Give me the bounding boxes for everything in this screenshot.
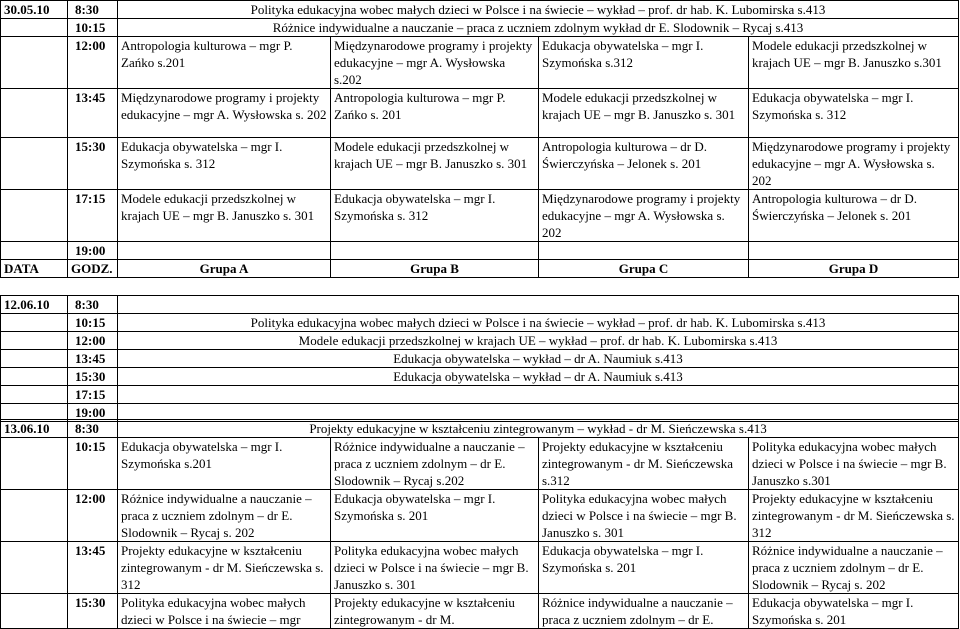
group-a-cell: Antropologia kulturowa – mgr P. Zańko s.201 (118, 37, 331, 89)
schedule-table-1 (0, 0, 959, 260)
table-row (1, 138, 959, 190)
lecture-cell: Modele edukacji przedszkolnej w krajach UE – wykład – prof. dr hab. K. Lubomirska s.413 (118, 332, 959, 350)
column-header-date: DATA (1, 260, 68, 278)
table-row (1, 1, 959, 19)
group-b-cell: Polityka edukacyjna wobec małych dzieci w Polsce i na świecie – mgr B. Januszko s. 301 (331, 542, 539, 594)
time-cell: 8:30 (68, 420, 118, 438)
group-a-cell: Edukacja obywatelska – mgr I. Szymońska s.201 (118, 438, 331, 490)
group-a-cell: Edukacja obywatelska – mgr I. Szymońska s. 312 (118, 138, 331, 190)
table-row (1, 594, 959, 629)
group-b-cell: Modele edukacji przedszkolnej w krajach UE – mgr B. Januszko s. 301 (331, 138, 539, 190)
group-c-cell: Edukacja obywatelska – mgr I. Szymońska s. 201 (539, 542, 749, 594)
date-cell: 13.06.10 (1, 420, 68, 438)
date-cell: 12.06.10 (1, 296, 68, 314)
group-c-cell (539, 242, 749, 260)
group-c-cell: Polityka edukacyjna wobec małych dzieci w Polsce i na świecie – mgr B. Januszko s. 301 (539, 490, 749, 542)
group-c-cell: Modele edukacji przedszkolnej w krajach UE – mgr B. Januszko s. 301 (539, 89, 749, 138)
time-cell: 13:45 (68, 542, 118, 594)
group-b-cell: Antropologia kulturowa – mgr P. Zańko s. 201 (331, 89, 539, 138)
table-header-row (1, 260, 959, 278)
table-row (1, 190, 959, 242)
time-cell: 8:30 (68, 296, 118, 314)
lecture-cell: Polityka edukacyjna wobec małych dzieci w Polsce i na świecie – wykład – prof. dr hab. K. Lubomirska s.413 (118, 314, 959, 332)
group-a-cell: Modele edukacji przedszkolnej w krajach UE – mgr B. Januszko s. 301 (118, 190, 331, 242)
lecture-cell: Różnice indywidualne a nauczanie – praca z uczniem zdolnym wykład dr E. Slodownik – Rycaj s.413 (118, 19, 959, 37)
group-b-cell: Różnice indywidualne a nauczanie – praca z uczniem zdolnym – dr E. Slodownik – Rycaj s.202 (331, 438, 539, 490)
column-header-group-c: Grupa C (539, 260, 749, 278)
group-d-cell: Międzynarodowe programy i projekty edukacyjne – mgr A. Wysłowska s. 202 (749, 138, 959, 190)
table-row (1, 542, 959, 594)
table-row (1, 242, 959, 260)
group-d-cell: Antropologia kulturowa – dr D. Świerczyńska – Jelonek s. 201 (749, 190, 959, 242)
group-d-cell: Projekty edukacyjne w kształceniu zintegrowanym - dr M. Sieńczewska s. 312 (749, 490, 959, 542)
group-c-cell: Edukacja obywatelska – mgr I. Szymońska s.312 (539, 37, 749, 89)
time-cell: 17:15 (68, 190, 118, 242)
time-cell: 12:00 (68, 37, 118, 89)
time-cell: 8:30 (68, 1, 118, 19)
table-row (1, 490, 959, 542)
table-row (1, 438, 959, 490)
time-cell: 12:00 (68, 332, 118, 350)
group-header-block (0, 259, 959, 278)
group-c-cell: Różnice indywidualne a nauczanie – praca z uczniem zdolnym – dr E. (539, 594, 749, 629)
time-cell: 10:15 (68, 19, 118, 37)
column-header-group-a: Grupa A (118, 260, 331, 278)
column-header-group-b: Grupa B (331, 260, 539, 278)
group-d-cell: Edukacja obywatelska – mgr I. Szymońska s. 201 (749, 594, 959, 629)
lecture-cell: Polityka edukacyjna wobec małych dzieci w Polsce i na świecie – wykład – prof. dr hab. K. Lubomirska s.413 (118, 1, 959, 19)
lecture-cell: Projekty edukacyjne w kształceniu zintegrowanym – wykład - dr M. Sieńczewska s.413 (118, 420, 959, 438)
schedule-block-1 (0, 0, 959, 260)
group-b-cell: Projekty edukacyjne w kształceniu zintegrowanym - dr M. (331, 594, 539, 629)
group-a-cell: Projekty edukacyjne w kształceniu zintegrowanym - dr M. Sieńczewska s. 312 (118, 542, 331, 594)
date-cell: 30.05.10 (1, 1, 68, 19)
group-d-cell: Modele edukacji przedszkolnej w krajach UE – mgr B. Januszko s.301 (749, 37, 959, 89)
schedule-block-3 (0, 419, 959, 629)
table-row (1, 368, 959, 386)
table-row (1, 89, 959, 138)
group-c-cell: Antropologia kulturowa – dr D. Świerczyńska – Jelonek s. 201 (539, 138, 749, 190)
group-d-cell: Różnice indywidualne a nauczanie – praca z uczniem zdolnym – dr E. Slodownik – Rycaj s. 202 (749, 542, 959, 594)
group-d-cell (749, 242, 959, 260)
table-row (1, 19, 959, 37)
table-row (1, 420, 959, 438)
lecture-cell: Edukacja obywatelska – wykład – dr A. Naumiuk s.413 (118, 350, 959, 368)
lecture-cell (118, 386, 959, 404)
time-cell: 13:45 (68, 350, 118, 368)
time-cell: 19:00 (68, 404, 118, 422)
schedule-block-2 (0, 295, 959, 422)
group-b-cell: Edukacja obywatelska – mgr I. Szymońska s. 201 (331, 490, 539, 542)
time-cell: 13:45 (68, 89, 118, 138)
lecture-cell (118, 296, 959, 314)
group-b-cell: Edukacja obywatelska – mgr I. Szymońska s. 312 (331, 190, 539, 242)
time-cell: 10:15 (68, 438, 118, 490)
table-row (1, 350, 959, 368)
time-cell: 15:30 (68, 368, 118, 386)
schedule-table-3 (0, 419, 959, 629)
group-d-cell: Edukacja obywatelska – mgr I. Szymońska s. 312 (749, 89, 959, 138)
lecture-cell: Edukacja obywatelska – wykład – dr A. Naumiuk s.413 (118, 368, 959, 386)
group-a-cell: Polityka edukacyjna wobec małych dzieci w Polsce i na świecie – mgr (118, 594, 331, 629)
time-cell: 17:15 (68, 386, 118, 404)
column-header-group-d: Grupa D (749, 260, 959, 278)
column-header-time: GODZ. (68, 260, 118, 278)
group-a-cell (118, 242, 331, 260)
table-row (1, 296, 959, 314)
group-header-table (0, 259, 959, 278)
schedule-table-2 (0, 295, 959, 422)
time-cell: 12:00 (68, 490, 118, 542)
group-c-cell: Projekty edukacyjne w kształceniu zintegrowanym - dr M. Sieńczewska s.312 (539, 438, 749, 490)
time-cell: 15:30 (68, 138, 118, 190)
time-cell: 10:15 (68, 314, 118, 332)
table-row (1, 314, 959, 332)
group-b-cell (331, 242, 539, 260)
time-cell: 15:30 (68, 594, 118, 629)
group-a-cell: Międzynarodowe programy i projekty edukacyjne – mgr A. Wysłowska s. 202 (118, 89, 331, 138)
group-d-cell: Polityka edukacyjna wobec małych dzieci w Polsce i na świecie – mgr B. Januszko s.301 (749, 438, 959, 490)
group-b-cell: Międzynarodowe programy i projekty edukacyjne – mgr A. Wysłowska s.202 (331, 37, 539, 89)
time-cell: 19:00 (68, 242, 118, 260)
group-c-cell: Międzynarodowe programy i projekty edukacyjne – mgr A. Wysłowska s. 202 (539, 190, 749, 242)
table-row (1, 37, 959, 89)
table-row (1, 386, 959, 404)
group-a-cell: Różnice indywidualne a nauczanie – praca z uczniem zdolnym – dr E. Slodownik – Rycaj s. 202 (118, 490, 331, 542)
table-row (1, 332, 959, 350)
